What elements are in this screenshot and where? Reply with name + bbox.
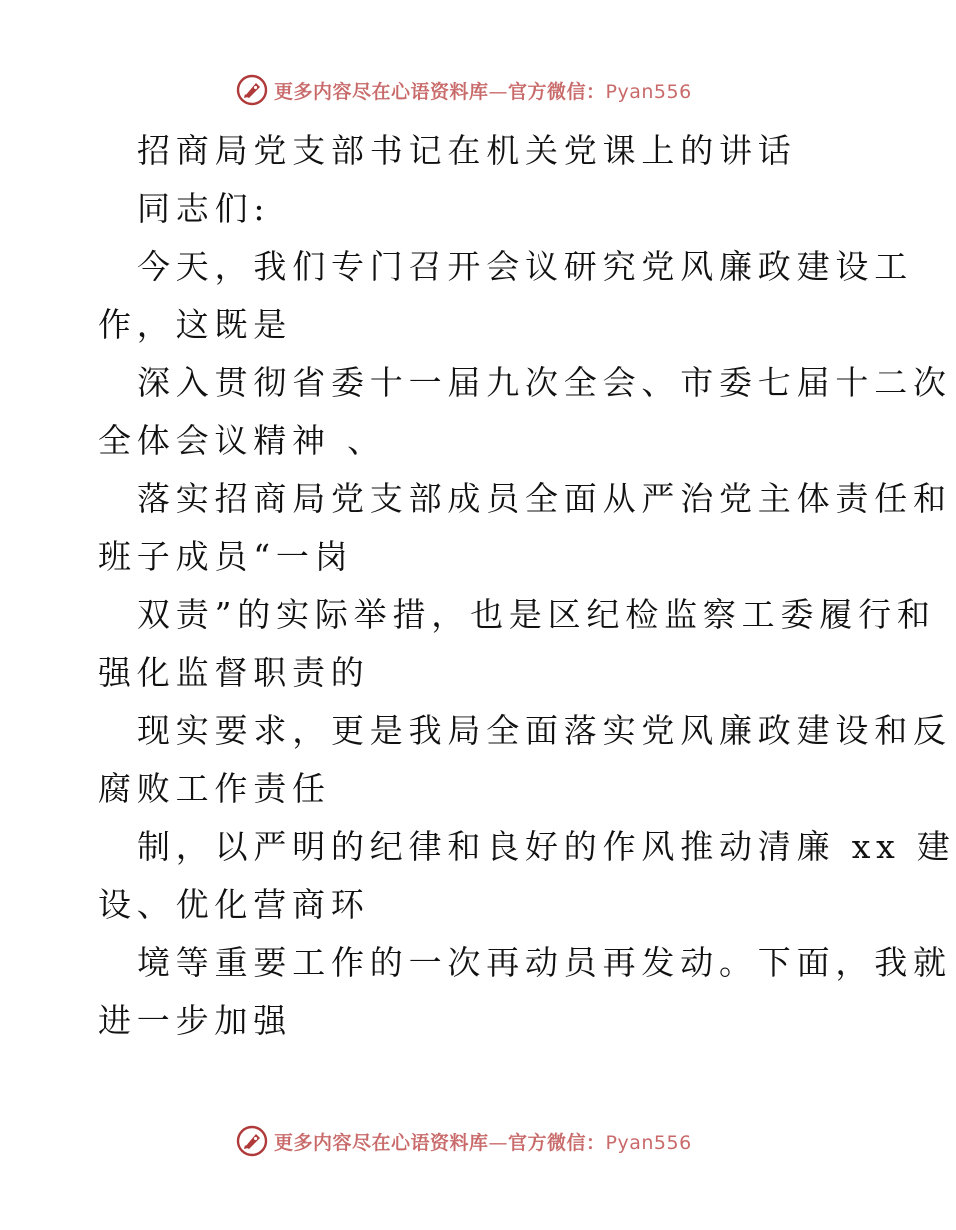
paragraph-line: 双责”的实际举措，也是区纪检监察工委履行和: [137, 595, 936, 634]
watermark-brand: 更多内容尽在心语资料库: [274, 80, 489, 103]
paragraph-line: 境等重要工作的一次再动员再发动。下面，我就: [137, 943, 952, 982]
watermark-brand: 更多内容尽在心语资料库: [274, 1131, 489, 1154]
paragraph-line: 全体会议精神 、: [98, 421, 386, 460]
paragraph-line: 现实要求，更是我局全面落实党风廉政建设和反: [137, 711, 952, 750]
watermark-separator: —: [488, 80, 509, 103]
footer-watermark: [236, 1124, 692, 1158]
header-watermark: [236, 73, 692, 107]
paragraph-line: 设、优化营商环: [98, 885, 370, 924]
paragraph-line: 腐败工作责任: [98, 769, 331, 808]
watermark-id: Pyan556: [605, 1131, 692, 1154]
paragraph-line: 进一步加强: [98, 1001, 292, 1040]
watermark-contact: 官方微信：: [508, 1131, 606, 1154]
paragraph-line: 作，这既是: [98, 305, 292, 344]
document-body: [98, 122, 956, 1050]
pen-nib-logo-icon: [236, 1125, 268, 1157]
watermark-separator: —: [488, 1131, 509, 1154]
document-title: 招商局党支部书记在机关党课上的讲话: [137, 131, 797, 170]
watermark-contact: 官方微信：: [508, 80, 606, 103]
paragraph-line: 落实招商局党支部成员全面从严治党主体责任和: [137, 479, 952, 518]
watermark-id: Pyan556: [605, 80, 692, 103]
paragraph-line: 强化监督职责的: [98, 653, 370, 692]
pen-nib-logo-icon: [236, 74, 268, 106]
paragraph-line: 深入贯彻省委十一届九次全会、市委七届十二次: [137, 363, 952, 402]
paragraph-line: 制，以严明的纪律和良好的作风推动清廉 xx 建: [137, 827, 956, 866]
salutation: 同志们:: [137, 189, 271, 228]
paragraph-line: 班子成员“一岗: [98, 537, 354, 576]
watermark-text: [274, 77, 692, 104]
paragraph-line: 今天，我们专门召开会议研究党风廉政建设工: [137, 247, 913, 286]
watermark-text: [274, 1128, 692, 1155]
